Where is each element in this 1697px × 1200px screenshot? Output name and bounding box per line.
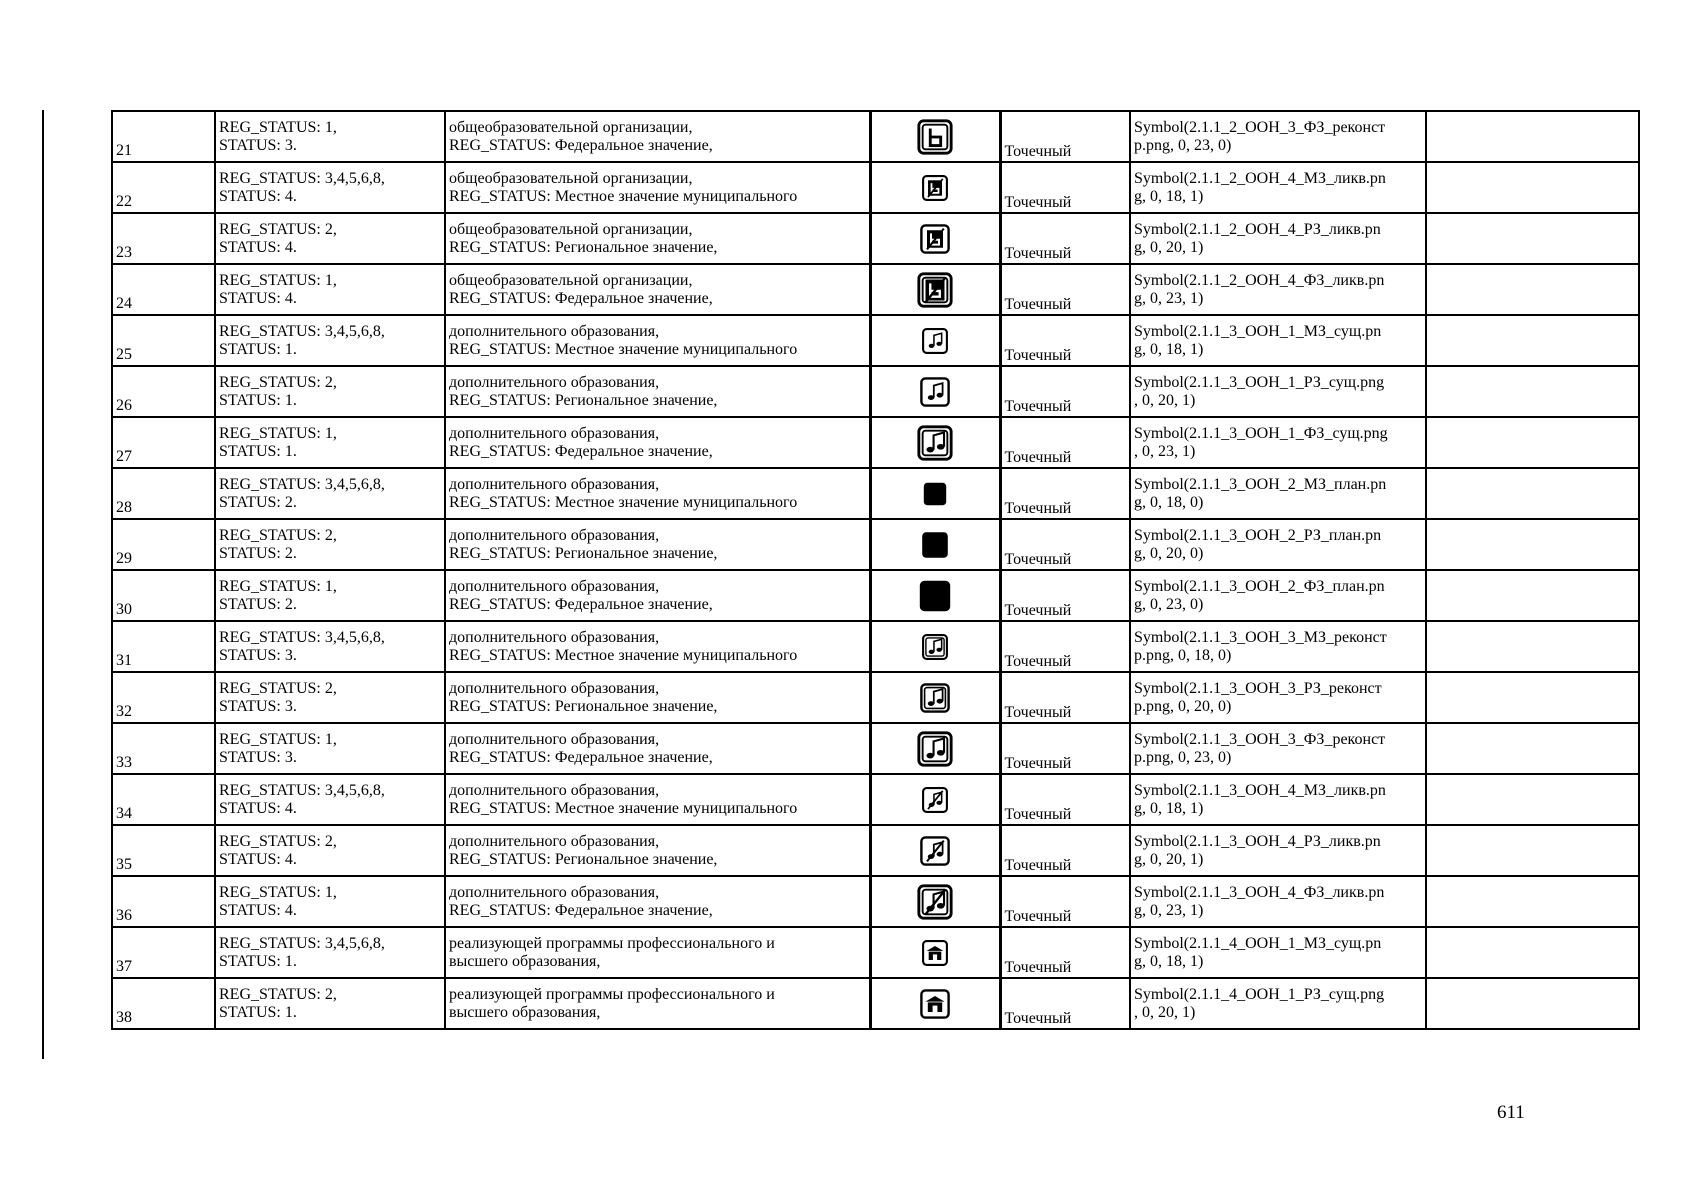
music-reconstruction-regional-icon bbox=[919, 682, 951, 714]
symbol-definition-cell bbox=[1130, 774, 1426, 825]
empty-cell bbox=[1426, 468, 1639, 519]
table-row bbox=[112, 621, 1639, 672]
condition-line: REG_STATUS: 2, bbox=[219, 526, 337, 544]
description-cell bbox=[445, 876, 870, 927]
symbol-definition-cell bbox=[1130, 621, 1426, 672]
geometry-type: Точечный bbox=[1000, 825, 1130, 876]
symbol-definition-line: Symbol(2.1.1_2_ООН_3_ФЗ_реконст bbox=[1134, 118, 1386, 136]
condition-line: STATUS: 2. bbox=[219, 595, 297, 613]
description-cell bbox=[445, 723, 870, 774]
symbol-preview-cell bbox=[870, 162, 1000, 213]
symbol-preview-cell bbox=[870, 315, 1000, 366]
condition-line: REG_STATUS: 1, bbox=[219, 118, 337, 136]
symbol-preview-cell bbox=[870, 213, 1000, 264]
school-liquidation-municipal-icon bbox=[921, 174, 949, 202]
symbol-definition-line: g, 0, 20, 0) bbox=[1134, 544, 1204, 562]
symbol-preview-cell bbox=[870, 111, 1000, 162]
symbol-definition-line: р.png, 0, 23, 0) bbox=[1134, 748, 1232, 766]
geometry-type: Точечный bbox=[1000, 111, 1130, 162]
description-cell bbox=[445, 825, 870, 876]
condition-line: REG_STATUS: 2, bbox=[219, 373, 337, 391]
description-line: REG_STATUS: Местное значение муниципального bbox=[449, 646, 798, 664]
school-liquidation-federal-icon bbox=[916, 271, 954, 309]
description-line: дополнительного образования, bbox=[449, 322, 660, 340]
condition-line: STATUS: 4. bbox=[219, 187, 297, 205]
condition-cell bbox=[215, 111, 445, 162]
condition-line: REG_STATUS: 3,4,5,6,8, bbox=[219, 934, 385, 952]
symbol-definition-cell bbox=[1130, 876, 1426, 927]
geometry-type: Точечный bbox=[1000, 876, 1130, 927]
condition-cell bbox=[215, 162, 445, 213]
description-cell bbox=[445, 621, 870, 672]
music-liquidation-regional-icon bbox=[919, 835, 951, 867]
condition-cell bbox=[215, 927, 445, 978]
table-row bbox=[112, 213, 1639, 264]
symbol-definition-cell bbox=[1130, 978, 1426, 1029]
music-planned-regional-icon bbox=[919, 529, 951, 561]
description-line: дополнительного образования, bbox=[449, 373, 660, 391]
music-liquidation-municipal-icon bbox=[921, 786, 949, 814]
empty-cell bbox=[1426, 519, 1639, 570]
description-line: высшего образования, bbox=[449, 1003, 601, 1021]
empty-cell bbox=[1426, 978, 1639, 1029]
description-cell bbox=[445, 978, 870, 1029]
music-existing-federal-icon bbox=[916, 424, 954, 462]
table-row bbox=[112, 723, 1639, 774]
condition-line: STATUS: 4. bbox=[219, 850, 297, 868]
condition-line: REG_STATUS: 2, bbox=[219, 220, 337, 238]
music-liquidation-federal-icon bbox=[916, 883, 954, 921]
row-number: 22 bbox=[112, 162, 215, 213]
description-line: реализующей программы профессионального и bbox=[449, 985, 775, 1003]
condition-line: STATUS: 1. bbox=[219, 1003, 297, 1021]
description-line: REG_STATUS: Региональное значение, bbox=[449, 697, 718, 715]
symbol-definition-line: g, 0, 18, 1) bbox=[1134, 187, 1204, 205]
symbol-definition-cell bbox=[1130, 417, 1426, 468]
symbol-definition-cell bbox=[1130, 315, 1426, 366]
symbol-definition-line: Symbol(2.1.1_3_ООН_4_РЗ_ликв.pn bbox=[1134, 832, 1381, 850]
condition-line: REG_STATUS: 2, bbox=[219, 832, 337, 850]
condition-cell bbox=[215, 366, 445, 417]
symbol-definition-cell bbox=[1130, 723, 1426, 774]
geometry-type: Точечный bbox=[1000, 723, 1130, 774]
row-number: 34 bbox=[112, 774, 215, 825]
row-number: 33 bbox=[112, 723, 215, 774]
description-line: REG_STATUS: Местное значение муниципального bbox=[449, 187, 798, 205]
row-number: 29 bbox=[112, 519, 215, 570]
symbol-definition-line: g, 0, 20, 1) bbox=[1134, 238, 1204, 256]
empty-cell bbox=[1426, 621, 1639, 672]
symbol-definition-line: Symbol(2.1.1_4_ООН_1_МЗ_сущ.pn bbox=[1134, 934, 1382, 952]
symbol-preview-cell bbox=[870, 417, 1000, 468]
table-row bbox=[112, 876, 1639, 927]
symbol-preview-cell bbox=[870, 621, 1000, 672]
description-line: REG_STATUS: Федеральное значение, bbox=[449, 289, 713, 307]
description-line: дополнительного образования, bbox=[449, 526, 660, 544]
symbol-definition-line: Symbol(2.1.1_3_ООН_2_РЗ_план.pn bbox=[1134, 526, 1382, 544]
table-row bbox=[112, 927, 1639, 978]
table-row bbox=[112, 468, 1639, 519]
empty-cell bbox=[1426, 315, 1639, 366]
table-row bbox=[112, 111, 1639, 162]
description-line: дополнительного образования, bbox=[449, 832, 660, 850]
row-number: 27 bbox=[112, 417, 215, 468]
condition-line: STATUS: 3. bbox=[219, 136, 297, 154]
description-cell bbox=[445, 366, 870, 417]
symbol-definition-cell bbox=[1130, 366, 1426, 417]
table-row bbox=[112, 162, 1639, 213]
symbol-definition-cell bbox=[1130, 264, 1426, 315]
description-cell bbox=[445, 162, 870, 213]
symbol-definition-cell bbox=[1130, 213, 1426, 264]
symbol-preview-cell bbox=[870, 978, 1000, 1029]
symbol-definition-line: Symbol(2.1.1_3_ООН_1_ФЗ_сущ.png bbox=[1134, 424, 1388, 442]
description-line: REG_STATUS: Местное значение муниципального bbox=[449, 340, 798, 358]
symbol-preview-cell bbox=[870, 570, 1000, 621]
symbol-definition-cell bbox=[1130, 672, 1426, 723]
university-existing-municipal-icon bbox=[921, 939, 949, 967]
symbol-definition-line: Symbol(2.1.1_4_ООН_1_РЗ_сущ.png bbox=[1134, 985, 1385, 1003]
description-cell bbox=[445, 570, 870, 621]
table-row bbox=[112, 978, 1639, 1029]
music-reconstruction-municipal-icon bbox=[921, 633, 949, 661]
description-line: дополнительного образования, bbox=[449, 628, 660, 646]
row-number: 32 bbox=[112, 672, 215, 723]
description-line: общеобразовательной организации, bbox=[449, 118, 693, 136]
description-cell bbox=[445, 417, 870, 468]
empty-cell bbox=[1426, 366, 1639, 417]
condition-line: STATUS: 3. bbox=[219, 748, 297, 766]
condition-line: STATUS: 1. bbox=[219, 391, 297, 409]
condition-line: REG_STATUS: 3,4,5,6,8, bbox=[219, 628, 385, 646]
condition-line: REG_STATUS: 1, bbox=[219, 883, 337, 901]
symbol-preview-cell bbox=[870, 672, 1000, 723]
condition-line: REG_STATUS: 1, bbox=[219, 577, 337, 595]
description-line: REG_STATUS: Местное значение муниципального bbox=[449, 799, 798, 817]
music-existing-regional-icon bbox=[919, 376, 951, 408]
row-number: 37 bbox=[112, 927, 215, 978]
condition-cell bbox=[215, 825, 445, 876]
row-number: 36 bbox=[112, 876, 215, 927]
geometry-type: Точечный bbox=[1000, 672, 1130, 723]
description-line: REG_STATUS: Федеральное значение, bbox=[449, 136, 713, 154]
description-line: общеобразовательной организации, bbox=[449, 271, 693, 289]
empty-cell bbox=[1426, 111, 1639, 162]
geometry-type: Точечный bbox=[1000, 213, 1130, 264]
symbol-definition-line: р.png, 0, 18, 0) bbox=[1134, 646, 1232, 664]
row-number: 38 bbox=[112, 978, 215, 1029]
symbol-definition-line: g, 0, 23, 1) bbox=[1134, 289, 1204, 307]
music-existing-municipal-icon bbox=[921, 327, 949, 355]
condition-line: STATUS: 2. bbox=[219, 544, 297, 562]
description-line: дополнительного образования, bbox=[449, 730, 660, 748]
symbol-table-body bbox=[112, 111, 1639, 1029]
row-number: 23 bbox=[112, 213, 215, 264]
symbol-definition-line: Symbol(2.1.1_3_ООН_1_МЗ_сущ.pn bbox=[1134, 322, 1382, 340]
condition-line: STATUS: 1. bbox=[219, 442, 297, 460]
table-row bbox=[112, 519, 1639, 570]
table-row bbox=[112, 774, 1639, 825]
row-number: 30 bbox=[112, 570, 215, 621]
condition-line: STATUS: 3. bbox=[219, 697, 297, 715]
symbol-definition-line: g, 0, 18, 1) bbox=[1134, 340, 1204, 358]
music-reconstruction-federal-icon bbox=[916, 730, 954, 768]
description-line: общеобразовательной организации, bbox=[449, 169, 693, 187]
description-line: дополнительного образования, bbox=[449, 679, 660, 697]
row-number: 25 bbox=[112, 315, 215, 366]
condition-line: STATUS: 4. bbox=[219, 799, 297, 817]
condition-line: REG_STATUS: 3,4,5,6,8, bbox=[219, 169, 385, 187]
symbol-definition-line: р.png, 0, 20, 0) bbox=[1134, 697, 1232, 715]
description-cell bbox=[445, 468, 870, 519]
condition-cell bbox=[215, 468, 445, 519]
condition-cell bbox=[215, 978, 445, 1029]
symbol-definition-line: Symbol(2.1.1_3_ООН_2_МЗ_план.pn bbox=[1134, 475, 1387, 493]
description-cell bbox=[445, 672, 870, 723]
symbol-definition-line: Symbol(2.1.1_3_ООН_2_ФЗ_план.pn bbox=[1134, 577, 1385, 595]
description-line: REG_STATUS: Региональное значение, bbox=[449, 391, 718, 409]
symbol-definition-cell bbox=[1130, 927, 1426, 978]
music-planned-municipal-icon bbox=[921, 480, 949, 508]
university-existing-regional-icon bbox=[919, 988, 951, 1020]
empty-cell bbox=[1426, 927, 1639, 978]
symbol-definition-line: , 0, 23, 1) bbox=[1134, 442, 1196, 460]
condition-line: STATUS: 4. bbox=[219, 238, 297, 256]
symbol-preview-cell bbox=[870, 876, 1000, 927]
geometry-type: Точечный bbox=[1000, 927, 1130, 978]
condition-line: STATUS: 4. bbox=[219, 289, 297, 307]
table-row bbox=[112, 264, 1639, 315]
row-number: 21 bbox=[112, 111, 215, 162]
condition-cell bbox=[215, 213, 445, 264]
symbol-definition-cell bbox=[1130, 468, 1426, 519]
row-number: 26 bbox=[112, 366, 215, 417]
symbol-definition-line: Symbol(2.1.1_3_ООН_1_РЗ_сущ.png bbox=[1134, 373, 1385, 391]
description-line: REG_STATUS: Федеральное значение, bbox=[449, 595, 713, 613]
symbol-definition-cell bbox=[1130, 111, 1426, 162]
music-planned-federal-icon bbox=[916, 577, 954, 615]
description-cell bbox=[445, 927, 870, 978]
description-line: дополнительного образования, bbox=[449, 577, 660, 595]
condition-cell bbox=[215, 417, 445, 468]
geometry-type: Точечный bbox=[1000, 519, 1130, 570]
condition-cell bbox=[215, 621, 445, 672]
symbol-preview-cell bbox=[870, 927, 1000, 978]
symbol-definition-line: Symbol(2.1.1_3_ООН_4_МЗ_ликв.pn bbox=[1134, 781, 1386, 799]
description-line: дополнительного образования, bbox=[449, 883, 660, 901]
description-cell bbox=[445, 315, 870, 366]
description-line: REG_STATUS: Федеральное значение, bbox=[449, 748, 713, 766]
symbol-definition-line: Symbol(2.1.1_3_ООН_3_МЗ_реконст bbox=[1134, 628, 1387, 646]
condition-line: REG_STATUS: 1, bbox=[219, 271, 337, 289]
description-line: дополнительного образования, bbox=[449, 424, 660, 442]
condition-line: REG_STATUS: 2, bbox=[219, 985, 337, 1003]
school-liquidation-regional-icon bbox=[919, 223, 951, 255]
condition-line: STATUS: 1. bbox=[219, 952, 297, 970]
condition-line: REG_STATUS: 1, bbox=[219, 730, 337, 748]
symbol-definition-cell bbox=[1130, 825, 1426, 876]
description-line: REG_STATUS: Региональное значение, bbox=[449, 850, 718, 868]
symbol-preview-cell bbox=[870, 468, 1000, 519]
school-reconstruction-federal-icon bbox=[916, 118, 954, 156]
geometry-type: Точечный bbox=[1000, 774, 1130, 825]
symbol-preview-cell bbox=[870, 264, 1000, 315]
description-cell bbox=[445, 213, 870, 264]
description-line: REG_STATUS: Региональное значение, bbox=[449, 544, 718, 562]
geometry-type: Точечный bbox=[1000, 366, 1130, 417]
condition-cell bbox=[215, 723, 445, 774]
description-line: REG_STATUS: Федеральное значение, bbox=[449, 442, 713, 460]
empty-cell bbox=[1426, 417, 1639, 468]
row-number: 28 bbox=[112, 468, 215, 519]
symbol-definition-line: Symbol(2.1.1_3_ООН_4_ФЗ_ликв.pn bbox=[1134, 883, 1385, 901]
symbol-definition-line: , 0, 20, 1) bbox=[1134, 391, 1196, 409]
condition-line: REG_STATUS: 3,4,5,6,8, bbox=[219, 475, 385, 493]
symbol-definition-line: g, 0, 18, 1) bbox=[1134, 952, 1204, 970]
geometry-type: Точечный bbox=[1000, 621, 1130, 672]
condition-line: REG_STATUS: 3,4,5,6,8, bbox=[219, 781, 385, 799]
description-cell bbox=[445, 774, 870, 825]
symbol-definition-cell bbox=[1130, 162, 1426, 213]
description-line: REG_STATUS: Федеральное значение, bbox=[449, 901, 713, 919]
table-row bbox=[112, 315, 1639, 366]
symbol-table bbox=[111, 110, 1640, 1030]
empty-cell bbox=[1426, 876, 1639, 927]
symbol-definition-line: g, 0, 18, 0) bbox=[1134, 493, 1204, 511]
empty-cell bbox=[1426, 672, 1639, 723]
description-line: дополнительного образования, bbox=[449, 475, 660, 493]
table-row bbox=[112, 825, 1639, 876]
symbol-definition-line: Symbol(2.1.1_2_ООН_4_ФЗ_ликв.pn bbox=[1134, 271, 1385, 289]
symbol-definition-cell bbox=[1130, 519, 1426, 570]
page-number: 611 bbox=[1497, 1102, 1525, 1123]
symbol-definition-line: р.png, 0, 23, 0) bbox=[1134, 136, 1232, 154]
condition-line: REG_STATUS: 3,4,5,6,8, bbox=[219, 322, 385, 340]
symbol-preview-cell bbox=[870, 825, 1000, 876]
description-cell bbox=[445, 519, 870, 570]
geometry-type: Точечный bbox=[1000, 417, 1130, 468]
empty-cell bbox=[1426, 774, 1639, 825]
symbol-definition-line: Symbol(2.1.1_2_ООН_4_РЗ_ликв.pn bbox=[1134, 220, 1381, 238]
row-number: 24 bbox=[112, 264, 215, 315]
table-row bbox=[112, 417, 1639, 468]
symbol-preview-cell bbox=[870, 774, 1000, 825]
condition-line: STATUS: 2. bbox=[219, 493, 297, 511]
row-number: 31 bbox=[112, 621, 215, 672]
description-line: общеобразовательной организации, bbox=[449, 220, 693, 238]
symbol-preview-cell bbox=[870, 366, 1000, 417]
condition-cell bbox=[215, 264, 445, 315]
row-number: 35 bbox=[112, 825, 215, 876]
symbol-definition-line: g, 0, 20, 1) bbox=[1134, 850, 1204, 868]
condition-cell bbox=[215, 774, 445, 825]
symbol-definition-line: g, 0, 18, 1) bbox=[1134, 799, 1204, 817]
table-row bbox=[112, 366, 1639, 417]
geometry-type: Точечный bbox=[1000, 468, 1130, 519]
symbol-preview-cell bbox=[870, 519, 1000, 570]
condition-cell bbox=[215, 672, 445, 723]
geometry-type: Точечный bbox=[1000, 162, 1130, 213]
description-cell bbox=[445, 111, 870, 162]
condition-cell bbox=[215, 315, 445, 366]
symbol-preview-cell bbox=[870, 723, 1000, 774]
description-line: REG_STATUS: Региональное значение, bbox=[449, 238, 718, 256]
empty-cell bbox=[1426, 162, 1639, 213]
description-line: высшего образования, bbox=[449, 952, 601, 970]
geometry-type: Точечный bbox=[1000, 264, 1130, 315]
symbol-definition-line: Symbol(2.1.1_3_ООН_3_РЗ_реконст bbox=[1134, 679, 1382, 697]
symbol-definition-cell bbox=[1130, 570, 1426, 621]
margin-rule bbox=[42, 110, 44, 1059]
condition-line: STATUS: 1. bbox=[219, 340, 297, 358]
description-line: реализующей программы профессионального и bbox=[449, 934, 775, 952]
description-cell bbox=[445, 264, 870, 315]
condition-line: STATUS: 3. bbox=[219, 646, 297, 664]
description-line: REG_STATUS: Местное значение муниципального bbox=[449, 493, 798, 511]
condition-cell bbox=[215, 876, 445, 927]
symbol-definition-line: Symbol(2.1.1_2_ООН_4_МЗ_ликв.pn bbox=[1134, 169, 1386, 187]
table-row bbox=[112, 570, 1639, 621]
empty-cell bbox=[1426, 264, 1639, 315]
empty-cell bbox=[1426, 570, 1639, 621]
geometry-type: Точечный bbox=[1000, 315, 1130, 366]
condition-cell bbox=[215, 519, 445, 570]
condition-line: REG_STATUS: 2, bbox=[219, 679, 337, 697]
symbol-definition-line: g, 0, 23, 1) bbox=[1134, 901, 1204, 919]
condition-line: STATUS: 4. bbox=[219, 901, 297, 919]
geometry-type: Точечный bbox=[1000, 978, 1130, 1029]
symbol-definition-line: g, 0, 23, 0) bbox=[1134, 595, 1204, 613]
condition-line: REG_STATUS: 1, bbox=[219, 424, 337, 442]
description-line: дополнительного образования, bbox=[449, 781, 660, 799]
geometry-type: Точечный bbox=[1000, 570, 1130, 621]
empty-cell bbox=[1426, 213, 1639, 264]
condition-cell bbox=[215, 570, 445, 621]
empty-cell bbox=[1426, 825, 1639, 876]
symbol-definition-line: , 0, 20, 1) bbox=[1134, 1003, 1196, 1021]
table-row bbox=[112, 672, 1639, 723]
symbol-definition-line: Symbol(2.1.1_3_ООН_3_ФЗ_реконст bbox=[1134, 730, 1386, 748]
empty-cell bbox=[1426, 723, 1639, 774]
